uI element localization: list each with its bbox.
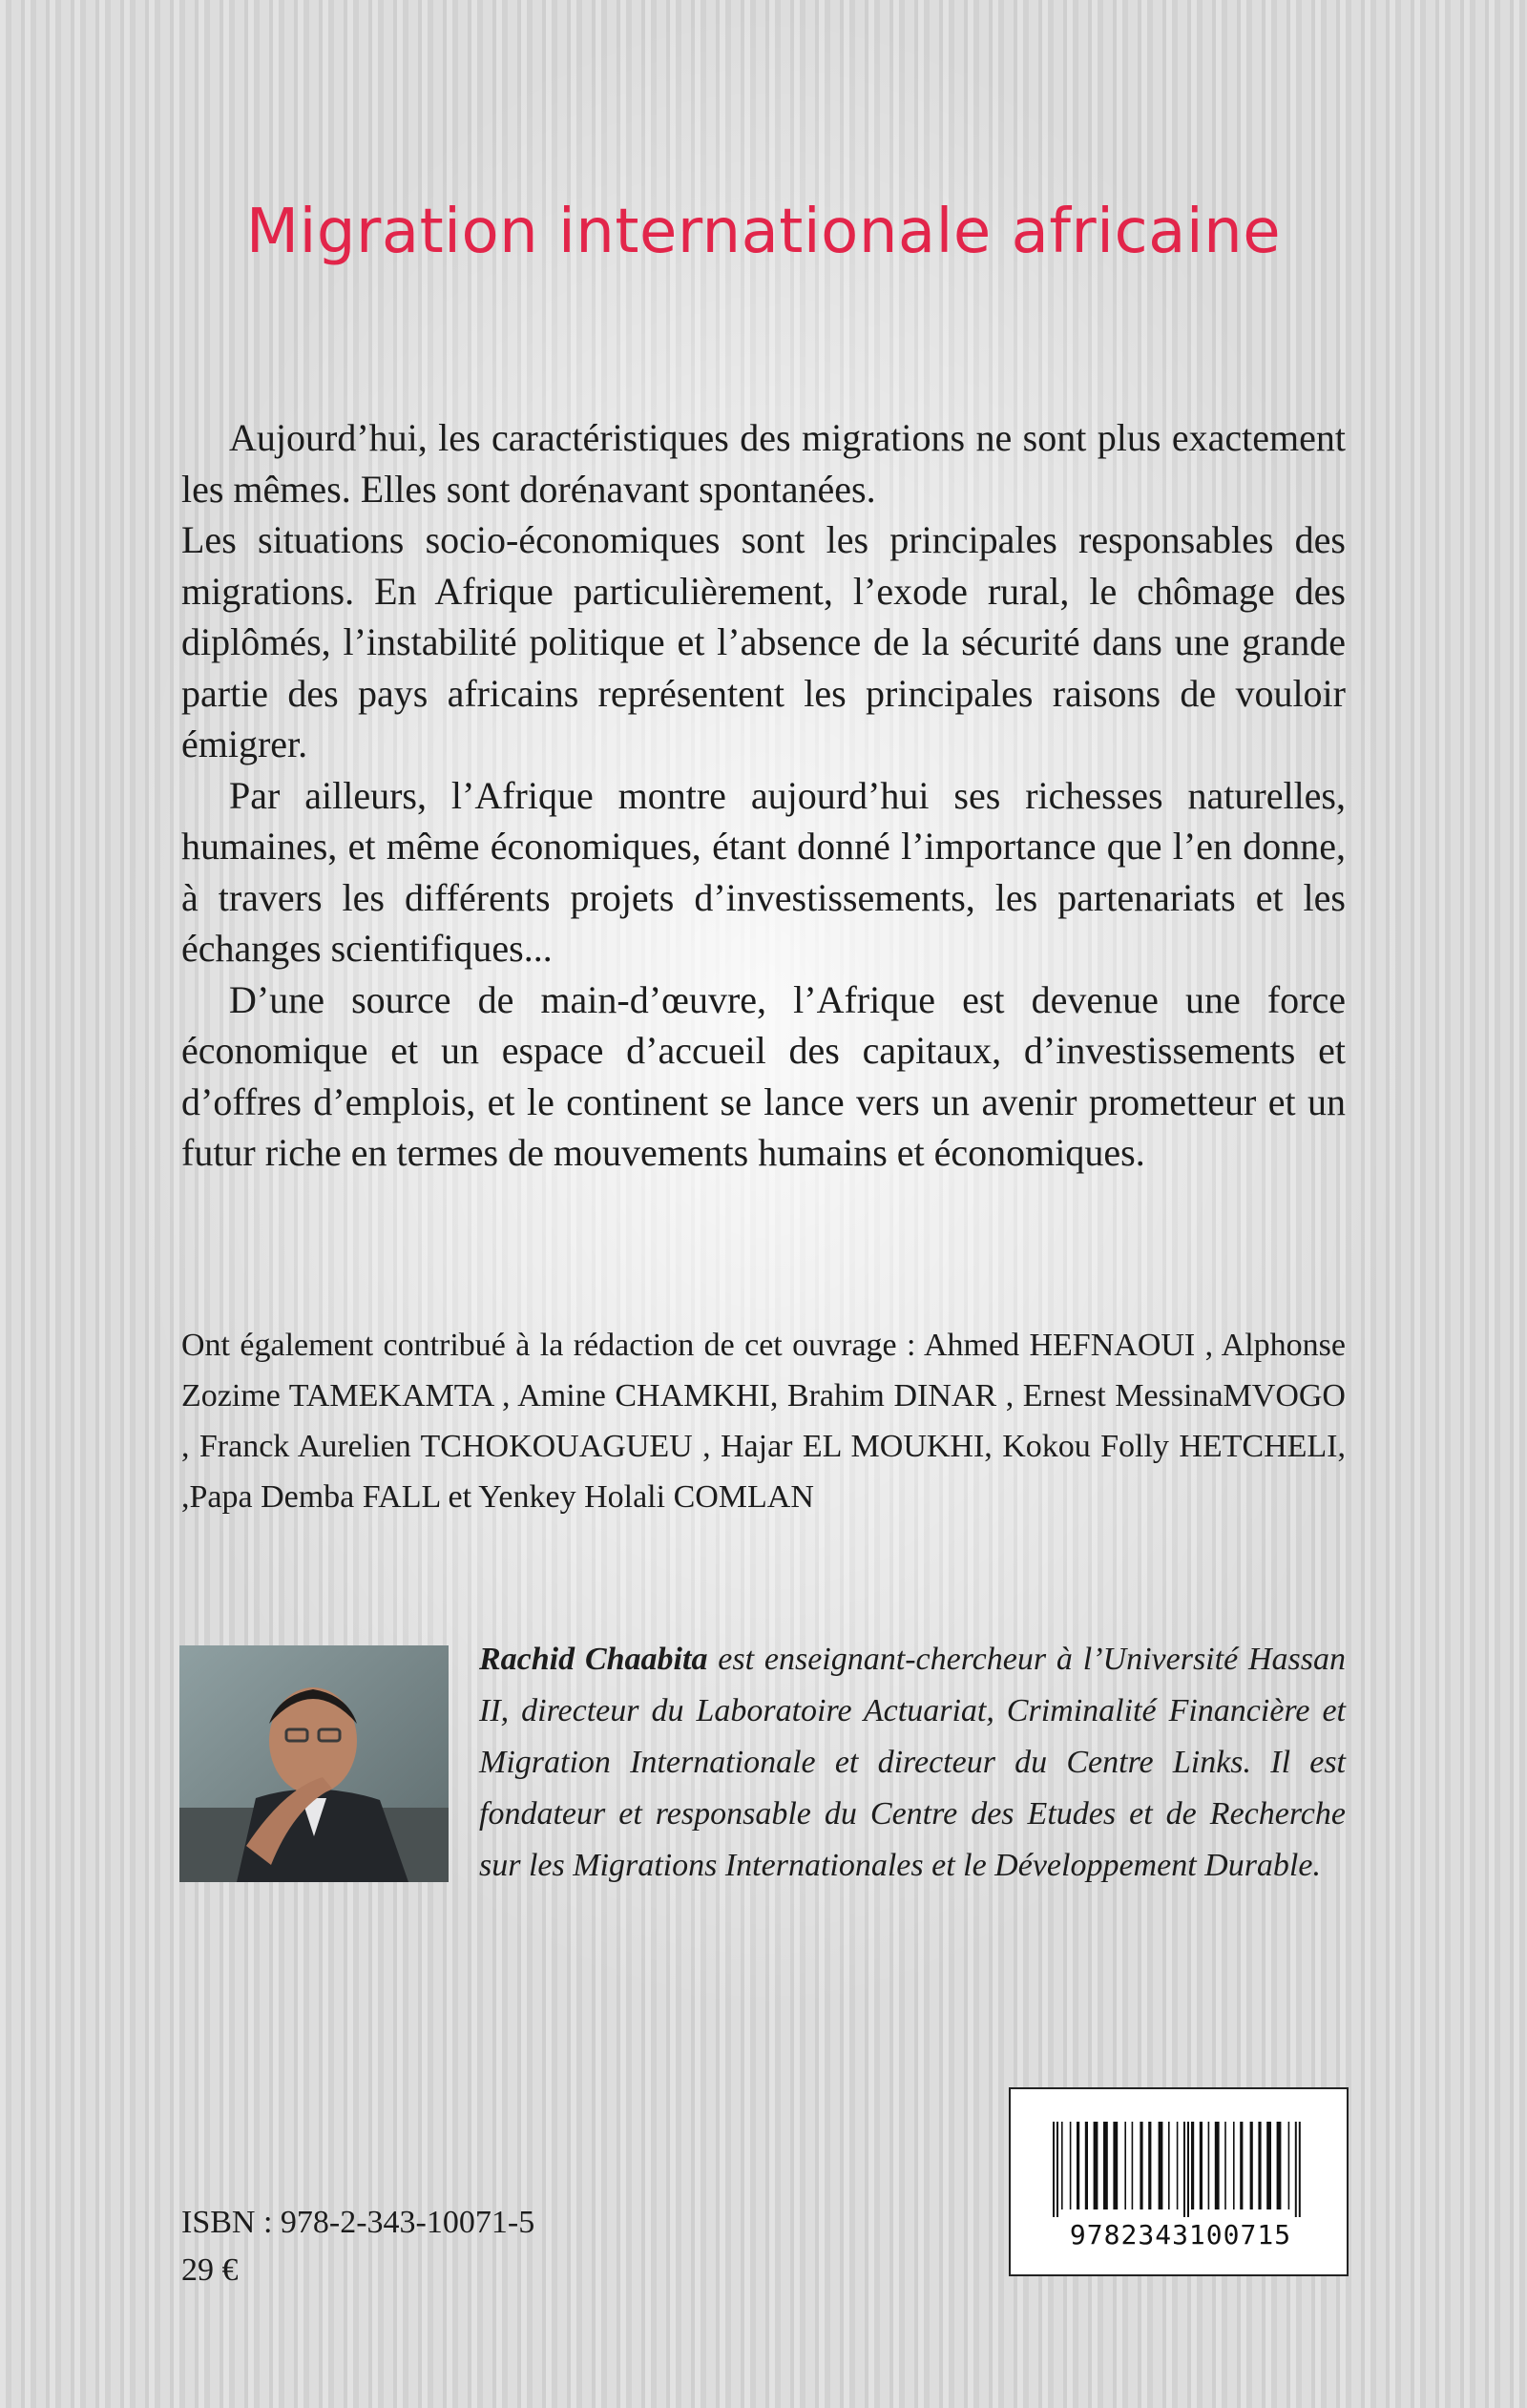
author-bio <box>479 1634 1346 1892</box>
barcode-bar <box>1177 2122 1179 2209</box>
summary-paragraph: D’une source de main-d’œuvre, l’Afrique est devenue une force économique et un espace d’accueil des capitaux, d’investissements et d’offres d’emplois, et le continent se lance vers un avenir prometteur et un futur riche en termes de mouvements humains et économiques. <box>181 977 1346 1174</box>
barcode-bar <box>1240 2122 1243 2209</box>
barcode-bar <box>1132 2122 1134 2209</box>
barcode-bar <box>1085 2122 1088 2209</box>
summary-paragraph: Les situations socio-économiques sont les principales responsables des migrations. En Afrique particulièrement, l’exode rural, le chômage des diplômés, l’instabilité politique et l’absence de la sécurité dans une grande partie des pays africains représentent les principales raisons de vouloir émigrer. <box>181 518 1346 765</box>
barcode-bar <box>1208 2122 1210 2209</box>
barcode-bar <box>1148 2122 1151 2209</box>
contributors-text: Ont également contribué à la rédaction de cet ouvrage : Ahmed HEFNAOUI , Alphonse Zozime TAMEKAMTA , Amine CHAMKHI, Brahim DINAR , Ernest MessinaMVOGO , Franck Aurelien TCHOKOUAGUEU , Hajar EL MOUKHI, Kokou Folly HETCHELI, ,Papa Demba FALL et Yenkey Holali COMLAN <box>181 1328 1346 1515</box>
barcode <box>1009 2087 1349 2276</box>
barcode-bar <box>1299 2122 1301 2217</box>
barcode-bar <box>1288 2122 1290 2209</box>
barcode-bar <box>1191 2122 1194 2209</box>
summary-paragraph: Par ailleurs, l’Afrique montre aujourd’hui ses richesses naturelles, humaines, et même économiques, étant donné l’importance que l’en donne, à travers les différents projets d’investissements, les partenariats et les échanges scientifiques... <box>181 773 1346 970</box>
price: 29 € <box>181 2252 239 2288</box>
barcode-number: 9782343100715 <box>1069 2219 1292 2251</box>
barcode-bar <box>1258 2122 1261 2209</box>
barcode-bar <box>1266 2122 1271 2209</box>
summary-paragraph: Aujourd’hui, les caractéristiques des migrations ne sont plus exactement les mêmes. Elles sont dorénavant spontanées. <box>181 416 1346 511</box>
barcode-bar <box>1295 2122 1297 2217</box>
barcode-bar <box>1277 2122 1282 2209</box>
barcode-bar <box>1124 2122 1126 2209</box>
barcode-bar <box>1103 2122 1108 2209</box>
barcode-bar <box>1250 2122 1253 2209</box>
barcode-bar <box>1094 2122 1098 2209</box>
barcode-bar <box>1140 2122 1142 2209</box>
barcode-bar <box>1233 2122 1235 2209</box>
barcode-bar <box>1183 2122 1185 2217</box>
author-photo <box>179 1645 449 1882</box>
barcode-bar <box>1053 2122 1055 2217</box>
book-title: Migration internationale africaine <box>245 197 1282 267</box>
barcode-bar <box>1070 2122 1072 2209</box>
barcode-bar <box>1224 2122 1226 2209</box>
barcode-bar <box>1159 2122 1163 2209</box>
barcode-bar <box>1077 2122 1079 2209</box>
author-bio-text: est enseignant-chercheur à l’Université Hassan II, directeur du Laboratoire Actuariat, Criminalité Financière et Migration Internationale et directeur du Centre Links. Il est fondateur et responsable du Centre des Etudes et de Recherche sur les Migrations Internationales et le Développement Durable. <box>479 1642 1347 1883</box>
summary-text <box>181 412 1346 1179</box>
barcode-bars <box>1049 2122 1312 2217</box>
barcode-bar <box>1168 2122 1170 2209</box>
barcode-bar <box>1061 2122 1063 2209</box>
barcode-bar <box>1113 2122 1118 2209</box>
isbn-block <box>181 2199 534 2294</box>
barcode-bar <box>1187 2122 1189 2217</box>
author-name: Rachid Chaabita <box>479 1642 708 1677</box>
barcode-bar <box>1215 2122 1220 2209</box>
isbn: ISBN : 978-2-343-10071-5 <box>181 2205 535 2240</box>
barcode-bar <box>1200 2122 1203 2209</box>
barcode-bar <box>1056 2122 1058 2217</box>
